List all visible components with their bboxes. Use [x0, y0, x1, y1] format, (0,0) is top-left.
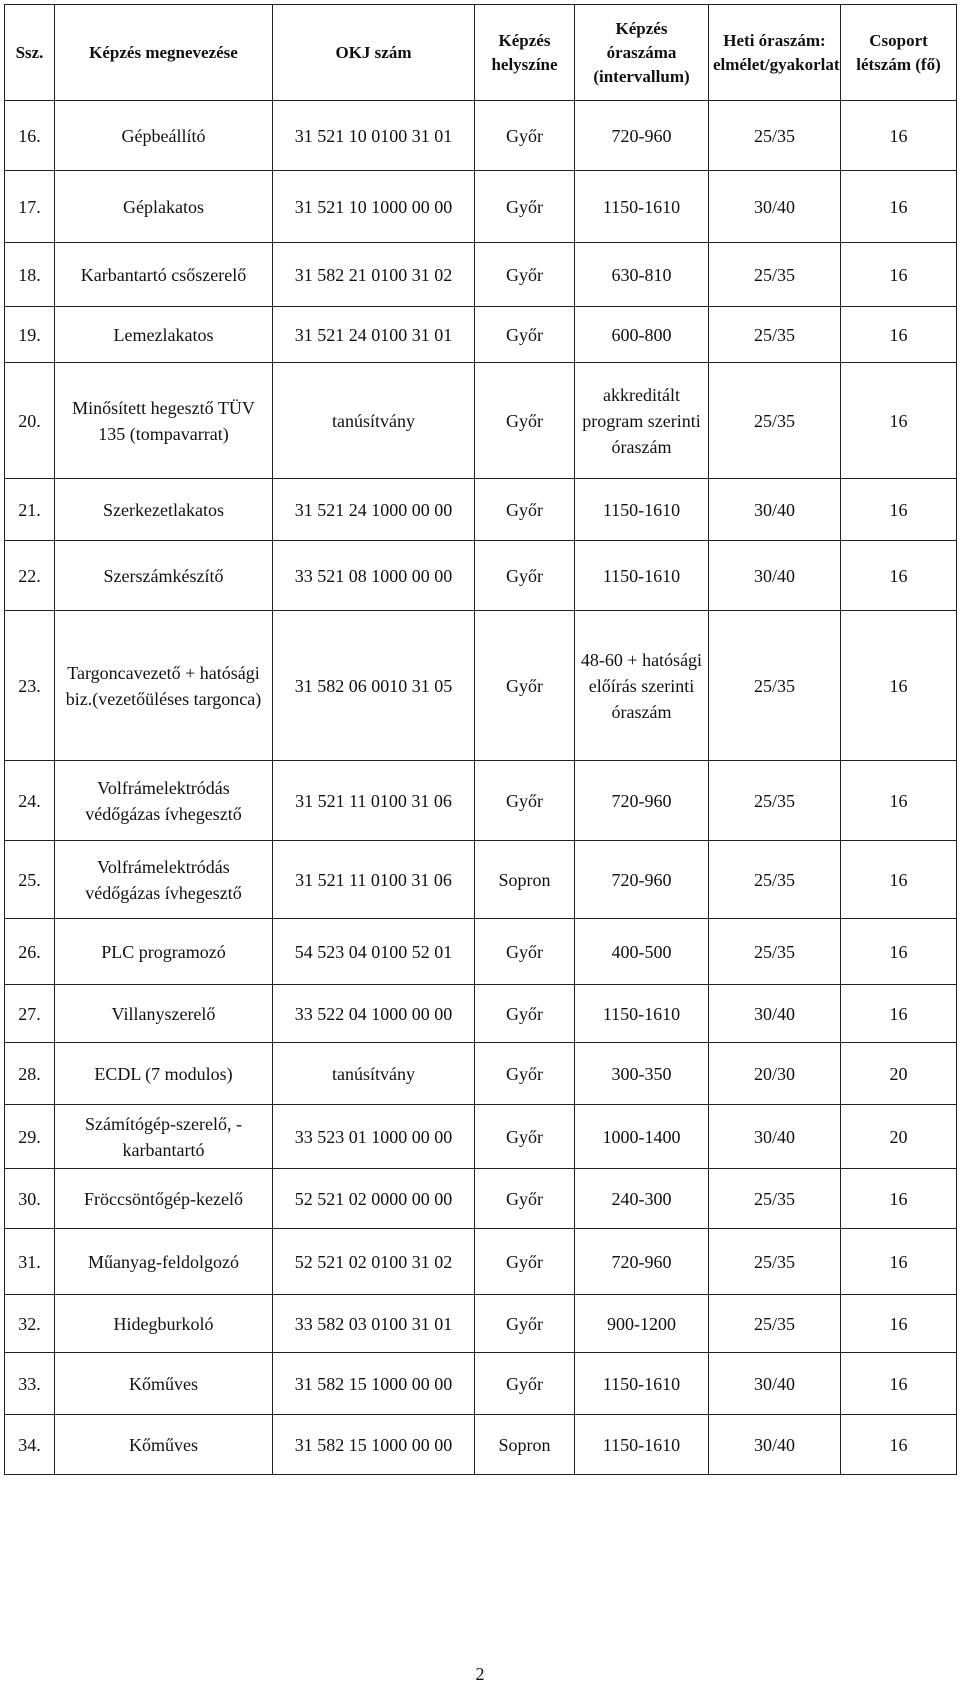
col-ssz-cell: 21.	[5, 479, 55, 541]
col-location-cell: Győr	[475, 171, 575, 243]
col-ssz-cell: 16.	[5, 101, 55, 171]
col-location-cell: Győr	[475, 1353, 575, 1415]
col-ssz-cell: 25.	[5, 841, 55, 919]
col-weekly-cell: 25/35	[709, 611, 841, 761]
col-okj-cell: 31 582 15 1000 00 00	[273, 1415, 475, 1475]
col-okj-cell: 33 522 04 1000 00 00	[273, 985, 475, 1043]
col-name-cell: Villanyszerelő	[55, 985, 273, 1043]
col-location-cell: Sopron	[475, 841, 575, 919]
table-row	[5, 363, 957, 479]
page-number: 2	[475, 1664, 485, 1684]
table-row	[5, 1415, 957, 1475]
col-name-cell: Műanyag-feldolgozó	[55, 1229, 273, 1295]
col-location-cell: Győr	[475, 985, 575, 1043]
col-okj-cell: 54 523 04 0100 52 01	[273, 919, 475, 985]
table-row	[5, 1043, 957, 1105]
col-ssz-cell: 23.	[5, 611, 55, 761]
col-hours-cell: 1150-1610	[575, 1415, 709, 1475]
col-okj-cell: 33 523 01 1000 00 00	[273, 1105, 475, 1169]
table-row	[5, 1169, 957, 1229]
col-name-cell: Fröccsöntőgép-kezelő	[55, 1169, 273, 1229]
col-name-cell: Kőműves	[55, 1353, 273, 1415]
col-okj-cell: tanúsítvány	[273, 1043, 475, 1105]
col-hours-cell: 1150-1610	[575, 479, 709, 541]
table-row	[5, 1353, 957, 1415]
col-okj-cell: 31 521 11 0100 31 06	[273, 761, 475, 841]
col-ssz-cell: 26.	[5, 919, 55, 985]
col-name-cell: Minősített hegesztő TÜV 135 (tompavarrat)	[55, 363, 273, 479]
col-ssz-cell: 31.	[5, 1229, 55, 1295]
table-body	[5, 101, 957, 1475]
col-okj-cell: tanúsítvány	[273, 363, 475, 479]
col-ssz-cell: 22.	[5, 541, 55, 611]
col-location-cell: Győr	[475, 761, 575, 841]
col-name-cell: Karbantartó csőszerelő	[55, 243, 273, 307]
col-group-size-cell: 20	[841, 1105, 957, 1169]
col-group-size-cell: 16	[841, 985, 957, 1043]
table-row	[5, 101, 957, 171]
table-header-row	[5, 5, 957, 101]
col-group-size-cell: 16	[841, 611, 957, 761]
col-weekly-cell: 25/35	[709, 363, 841, 479]
col-group-size-cell: 16	[841, 479, 957, 541]
col-hours-cell: 1150-1610	[575, 171, 709, 243]
table-row	[5, 919, 957, 985]
col-ssz-cell: 32.	[5, 1295, 55, 1353]
col-ssz-cell: 24.	[5, 761, 55, 841]
col-weekly-cell: 25/35	[709, 1229, 841, 1295]
col-ssz-cell: 27.	[5, 985, 55, 1043]
col-hours-cell: akkreditált program szerinti óraszám	[575, 363, 709, 479]
col-weekly-cell: 25/35	[709, 243, 841, 307]
col-group-size-cell: 16	[841, 363, 957, 479]
col-okj-cell: 31 521 24 0100 31 01	[273, 307, 475, 363]
table-row	[5, 1229, 957, 1295]
table-row	[5, 171, 957, 243]
col-okj-cell: 52 521 02 0000 00 00	[273, 1169, 475, 1229]
table-row	[5, 611, 957, 761]
header-col-weekly: Heti óraszám: elmélet/gyakorlat	[709, 5, 841, 101]
col-group-size-cell: 16	[841, 841, 957, 919]
col-name-cell: Targoncavezető + hatósági biz.(vezetőüléses targonca)	[55, 611, 273, 761]
col-group-size-cell: 16	[841, 1229, 957, 1295]
table-row	[5, 985, 957, 1043]
col-okj-cell: 31 521 11 0100 31 06	[273, 841, 475, 919]
col-location-cell: Győr	[475, 363, 575, 479]
col-name-cell: Kőműves	[55, 1415, 273, 1475]
col-location-cell: Győr	[475, 243, 575, 307]
col-weekly-cell: 30/40	[709, 171, 841, 243]
col-weekly-cell: 25/35	[709, 841, 841, 919]
col-group-size-cell: 16	[841, 541, 957, 611]
table-row	[5, 761, 957, 841]
col-hours-cell: 240-300	[575, 1169, 709, 1229]
col-okj-cell: 52 521 02 0100 31 02	[273, 1229, 475, 1295]
header-col-name: Képzés megnevezése	[55, 5, 273, 101]
col-weekly-cell: 20/30	[709, 1043, 841, 1105]
col-group-size-cell: 16	[841, 919, 957, 985]
col-okj-cell: 33 582 03 0100 31 01	[273, 1295, 475, 1353]
col-weekly-cell: 25/35	[709, 761, 841, 841]
col-name-cell: Gépbeállító	[55, 101, 273, 171]
col-location-cell: Győr	[475, 1105, 575, 1169]
col-weekly-cell: 30/40	[709, 1415, 841, 1475]
col-group-size-cell: 16	[841, 307, 957, 363]
col-group-size-cell: 16	[841, 101, 957, 171]
col-group-size-cell: 16	[841, 761, 957, 841]
col-weekly-cell: 30/40	[709, 1353, 841, 1415]
col-weekly-cell: 30/40	[709, 541, 841, 611]
col-hours-cell: 300-350	[575, 1043, 709, 1105]
col-group-size-cell: 20	[841, 1043, 957, 1105]
col-name-cell: Szerszámkészítő	[55, 541, 273, 611]
col-location-cell: Győr	[475, 1295, 575, 1353]
col-hours-cell: 1000-1400	[575, 1105, 709, 1169]
col-weekly-cell: 30/40	[709, 479, 841, 541]
col-weekly-cell: 25/35	[709, 307, 841, 363]
col-ssz-cell: 30.	[5, 1169, 55, 1229]
col-okj-cell: 33 521 08 1000 00 00	[273, 541, 475, 611]
col-weekly-cell: 25/35	[709, 919, 841, 985]
col-name-cell: Számítógép-szerelő, - karbantartó	[55, 1105, 273, 1169]
col-hours-cell: 1150-1610	[575, 541, 709, 611]
col-name-cell: Szerkezetlakatos	[55, 479, 273, 541]
col-location-cell: Győr	[475, 479, 575, 541]
table-row	[5, 1295, 957, 1353]
table-row	[5, 479, 957, 541]
col-location-cell: Győr	[475, 541, 575, 611]
col-weekly-cell: 25/35	[709, 101, 841, 171]
col-hours-cell: 720-960	[575, 841, 709, 919]
header-col-ssz: Ssz.	[5, 5, 55, 101]
header-col-hours: Képzés óraszáma (intervallum)	[575, 5, 709, 101]
col-ssz-cell: 33.	[5, 1353, 55, 1415]
col-group-size-cell: 16	[841, 243, 957, 307]
col-hours-cell: 900-1200	[575, 1295, 709, 1353]
col-location-cell: Győr	[475, 611, 575, 761]
header-col-location: Képzés helyszíne	[475, 5, 575, 101]
col-ssz-cell: 29.	[5, 1105, 55, 1169]
col-weekly-cell: 30/40	[709, 1105, 841, 1169]
col-group-size-cell: 16	[841, 1169, 957, 1229]
col-hours-cell: 400-500	[575, 919, 709, 985]
col-weekly-cell: 25/35	[709, 1295, 841, 1353]
col-okj-cell: 31 521 10 1000 00 00	[273, 171, 475, 243]
col-hours-cell: 720-960	[575, 101, 709, 171]
col-hours-cell: 48-60 + hatósági előírás szerinti óraszám	[575, 611, 709, 761]
col-location-cell: Győr	[475, 307, 575, 363]
col-location-cell: Győr	[475, 101, 575, 171]
col-location-cell: Győr	[475, 919, 575, 985]
col-hours-cell: 1150-1610	[575, 1353, 709, 1415]
table-row	[5, 841, 957, 919]
col-ssz-cell: 17.	[5, 171, 55, 243]
table-row	[5, 541, 957, 611]
col-location-cell: Győr	[475, 1169, 575, 1229]
col-ssz-cell: 28.	[5, 1043, 55, 1105]
col-name-cell: Volfrámelektródás védőgázas ívhegesztő	[55, 761, 273, 841]
col-ssz-cell: 19.	[5, 307, 55, 363]
col-group-size-cell: 16	[841, 1415, 957, 1475]
col-okj-cell: 31 582 21 0100 31 02	[273, 243, 475, 307]
col-hours-cell: 720-960	[575, 1229, 709, 1295]
table-row	[5, 243, 957, 307]
col-ssz-cell: 20.	[5, 363, 55, 479]
header-col-group-size: Csoport létszám (fő)	[841, 5, 957, 101]
col-name-cell: PLC programozó	[55, 919, 273, 985]
col-group-size-cell: 16	[841, 171, 957, 243]
col-okj-cell: 31 521 24 1000 00 00	[273, 479, 475, 541]
col-group-size-cell: 16	[841, 1353, 957, 1415]
col-hours-cell: 720-960	[575, 761, 709, 841]
table-row	[5, 307, 957, 363]
col-okj-cell: 31 582 06 0010 31 05	[273, 611, 475, 761]
col-weekly-cell: 25/35	[709, 1169, 841, 1229]
training-table	[4, 4, 957, 1475]
col-group-size-cell: 16	[841, 1295, 957, 1353]
col-name-cell: ECDL (7 modulos)	[55, 1043, 273, 1105]
col-hours-cell: 1150-1610	[575, 985, 709, 1043]
col-okj-cell: 31 521 10 0100 31 01	[273, 101, 475, 171]
col-name-cell: Hidegburkoló	[55, 1295, 273, 1353]
col-hours-cell: 630-810	[575, 243, 709, 307]
col-weekly-cell: 30/40	[709, 985, 841, 1043]
col-name-cell: Volfrámelektródás védőgázas ívhegesztő	[55, 841, 273, 919]
table-row	[5, 1105, 957, 1169]
col-name-cell: Géplakatos	[55, 171, 273, 243]
col-location-cell: Győr	[475, 1043, 575, 1105]
col-okj-cell: 31 582 15 1000 00 00	[273, 1353, 475, 1415]
col-hours-cell: 600-800	[575, 307, 709, 363]
col-ssz-cell: 34.	[5, 1415, 55, 1475]
col-ssz-cell: 18.	[5, 243, 55, 307]
col-name-cell: Lemezlakatos	[55, 307, 273, 363]
col-location-cell: Győr	[475, 1229, 575, 1295]
header-col-okj: OKJ szám	[273, 5, 475, 101]
col-location-cell: Sopron	[475, 1415, 575, 1475]
